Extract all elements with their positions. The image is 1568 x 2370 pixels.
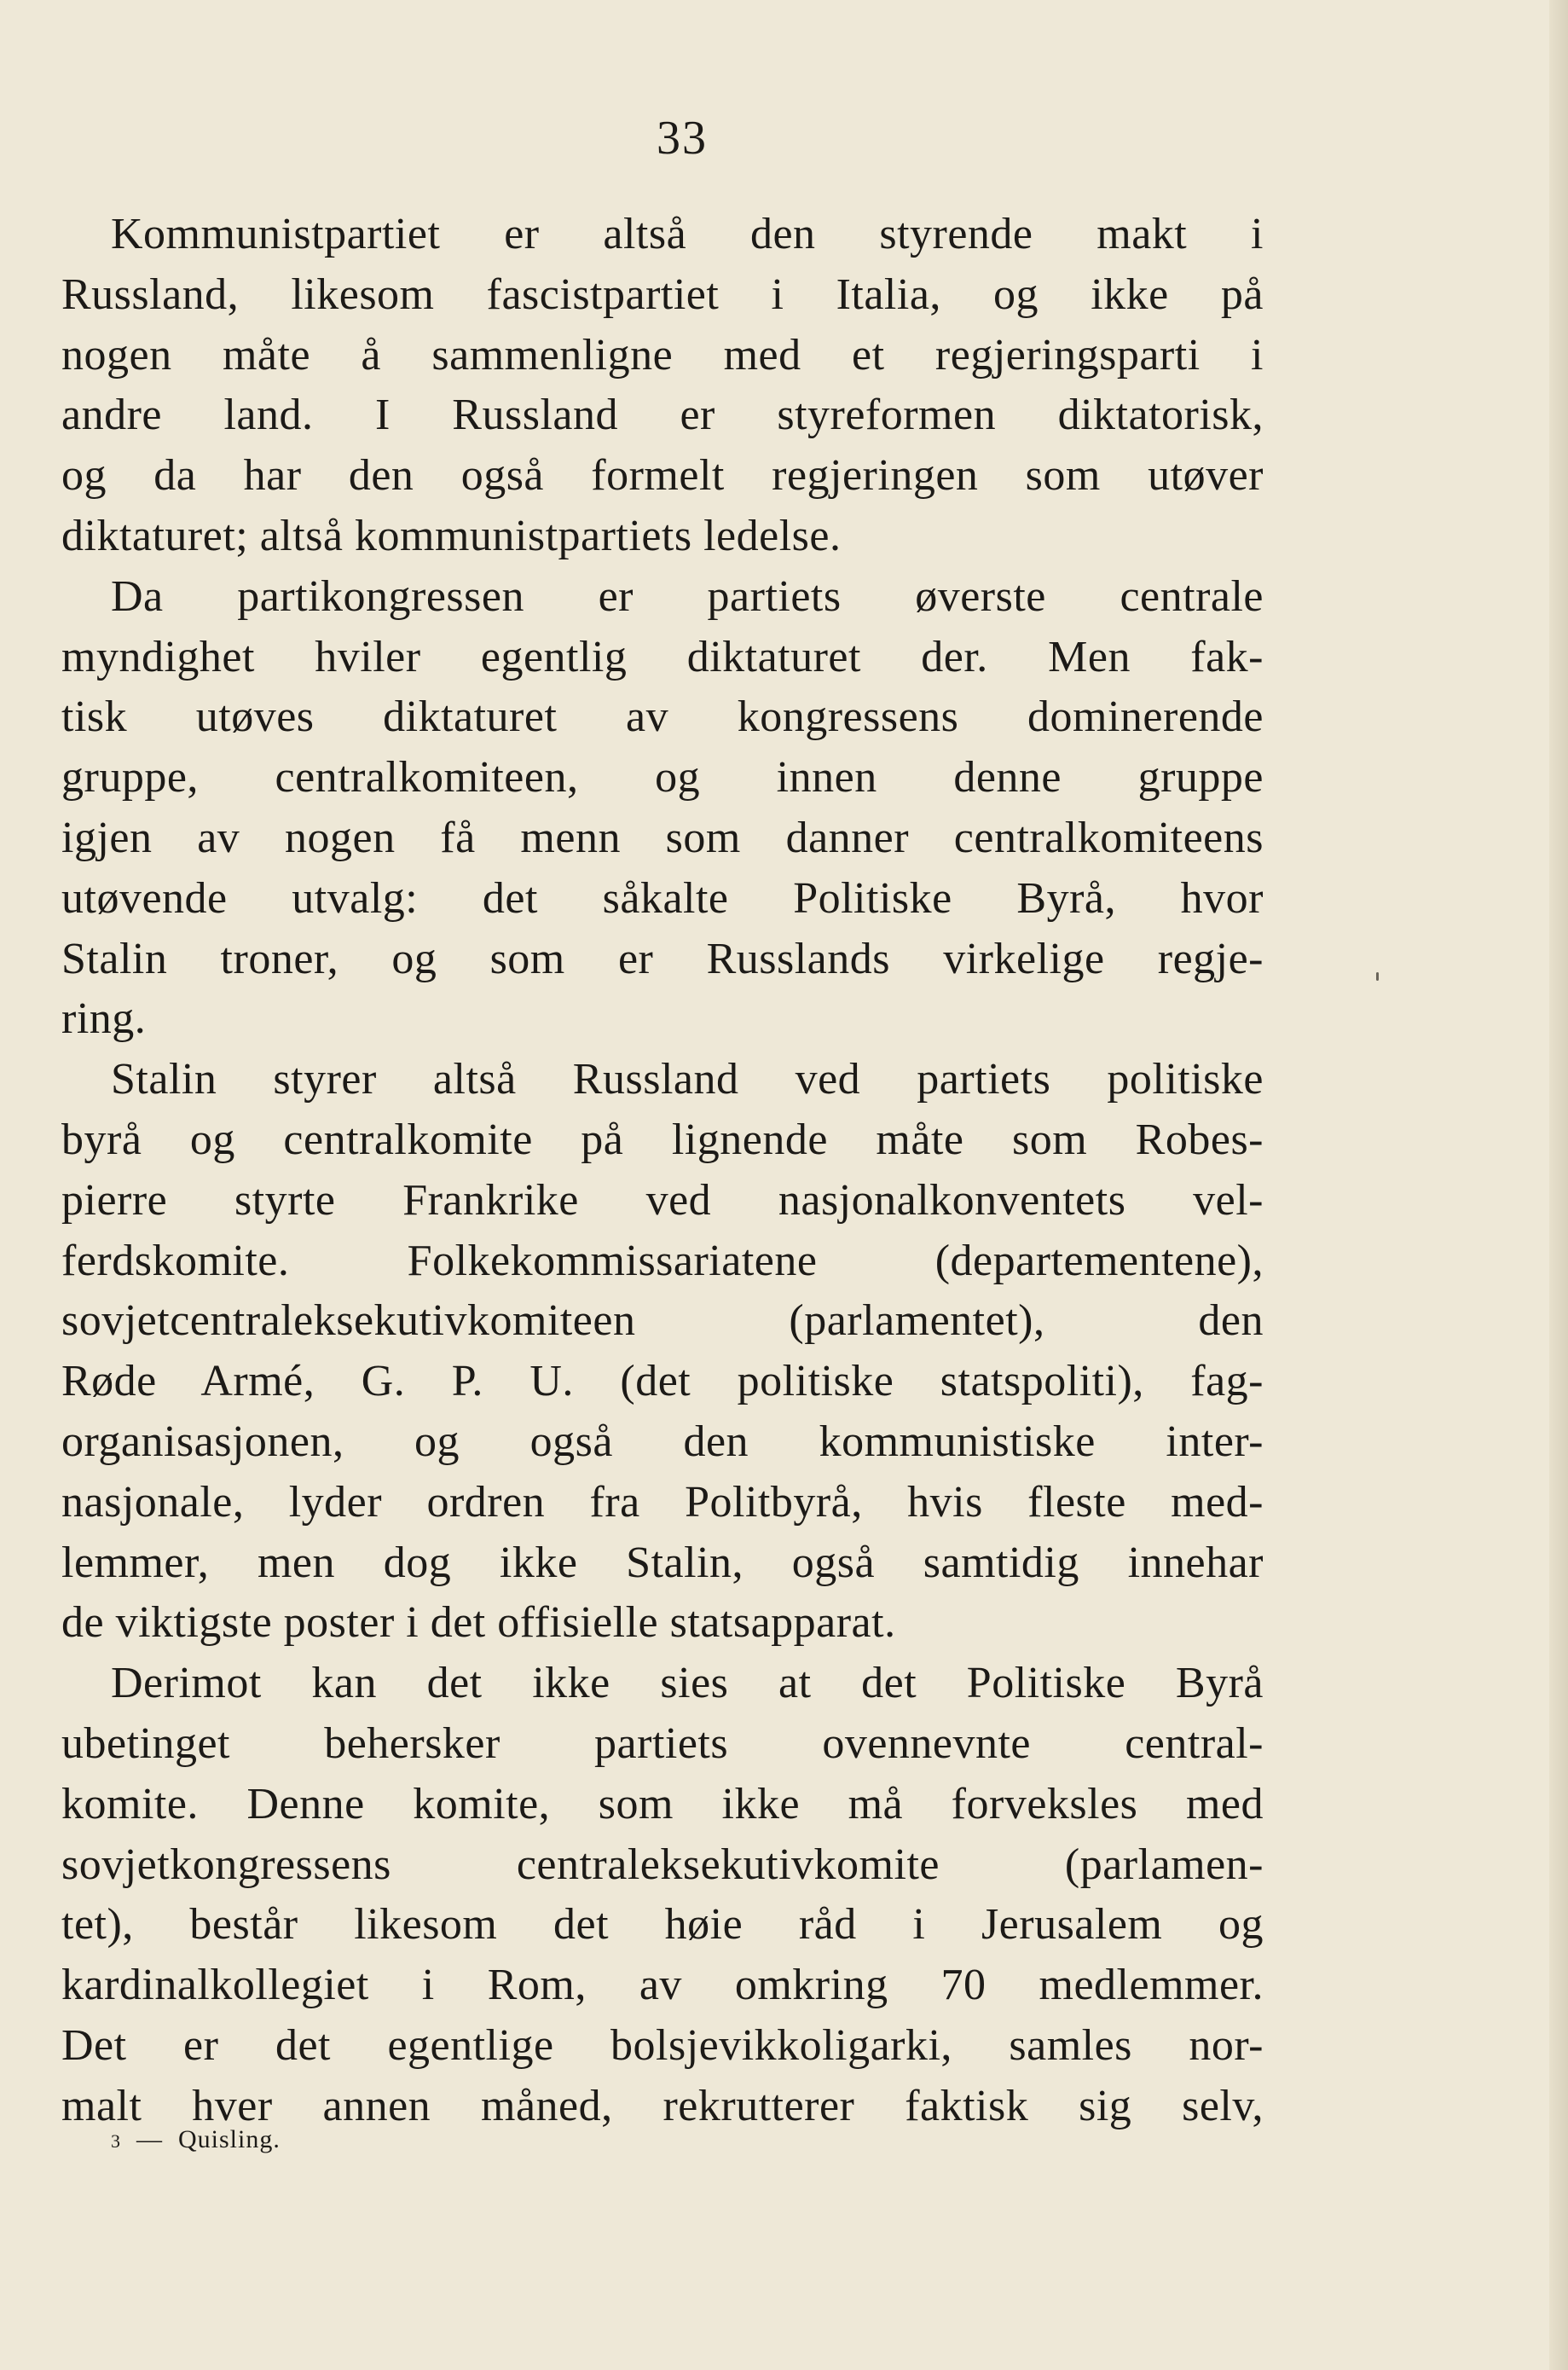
footer-author: Quisling.	[178, 2125, 281, 2153]
page-number: 33	[657, 112, 708, 165]
text-line: Stalin troner, og som er Russlands virkelige regje-	[61, 934, 1264, 983]
footer-dash: —	[136, 2125, 163, 2153]
text-line: pierre styrte Frankrike ved nasjonalkonventets vel-	[61, 1175, 1264, 1225]
text-line: Det er det egentlige bolsjevikkoligarki, samles nor-	[61, 2020, 1264, 2070]
text-line: myndighet hviler egentlig diktaturet der. Men fak-	[61, 632, 1264, 681]
text-line: og da har den også formelt regjeringen som utøver	[61, 451, 1264, 501]
text-line: sovjetkongressens centraleksekutivkomite (parlamen-	[61, 1840, 1264, 1889]
signature-footer	[111, 2125, 296, 2154]
text-line: Stalin styrer altså Russland ved partiets politiske	[111, 1055, 1264, 1104]
text-line: tisk utøves diktaturet av kongressens dominerende	[61, 692, 1264, 742]
text-line: tet), består likesom det høie råd i Jerusalem og	[61, 1900, 1264, 1950]
text-line: gruppe, centralkomiteen, og innen denne gruppe	[61, 753, 1264, 803]
text-line: ubetinget behersker partiets ovennevnte central-	[61, 1718, 1264, 1768]
text-line: igjen av nogen få menn som danner centralkomiteens	[61, 813, 1264, 862]
body-text	[61, 205, 1264, 2137]
text-line: byrå og centralkomite på lignende måte som Robes-	[61, 1115, 1264, 1164]
text-line: organisasjonen, og også den kommunistiske inter-	[61, 1417, 1264, 1466]
text-line: kardinalkollegiet i Rom, av omkring 70 medlemmer.	[61, 1961, 1264, 2010]
text-line: Derimot kan det ikke sies at det Politiske Byrå	[111, 1659, 1264, 1708]
text-line: Røde Armé, G. P. U. (det politiske statspoliti), fag-	[61, 1357, 1264, 1406]
text-line: lemmer, men dog ikke Stalin, også samtidig innehar	[61, 1538, 1264, 1587]
text-line: andre land. I Russland er styreformen diktatorisk,	[61, 391, 1264, 440]
page-edge-shadow	[1549, 0, 1568, 2370]
sheet-number: 3	[111, 2130, 121, 2152]
text-line: de viktigste poster i det offisielle statsapparat.	[61, 1598, 896, 1648]
text-line: Da partikongressen er partiets øverste centrale	[111, 571, 1264, 621]
text-line: sovjetcentraleksekutivkomiteen (parlamentet), den	[61, 1296, 1264, 1346]
stray-ink-mark	[1376, 972, 1379, 981]
text-line: nogen måte å sammenligne med et regjeringsparti i	[61, 330, 1264, 380]
text-line: diktaturet; altså kommunistpartiets ledelse.	[61, 511, 842, 560]
text-line: malt hver annen måned, rekrutterer faktisk sig selv,	[61, 2081, 1264, 2130]
text-line: utøvende utvalg: det såkalte Politiske Byrå, hvor	[61, 873, 1264, 923]
text-line: ferdskomite. Folkekommissariatene (departementene),	[61, 1236, 1264, 1285]
text-line: Russland, likesom fascistpartiet i Italia, og ikke på	[61, 269, 1264, 319]
text-line: komite. Denne komite, som ikke må forveksles med	[61, 1779, 1264, 1828]
text-line: ring.	[61, 994, 147, 1044]
text-line: nasjonale, lyder ordren fra Politbyrå, hvis fleste med-	[61, 1477, 1264, 1527]
text-line: Kommunistpartiet er altså den styrende makt i	[111, 210, 1264, 258]
